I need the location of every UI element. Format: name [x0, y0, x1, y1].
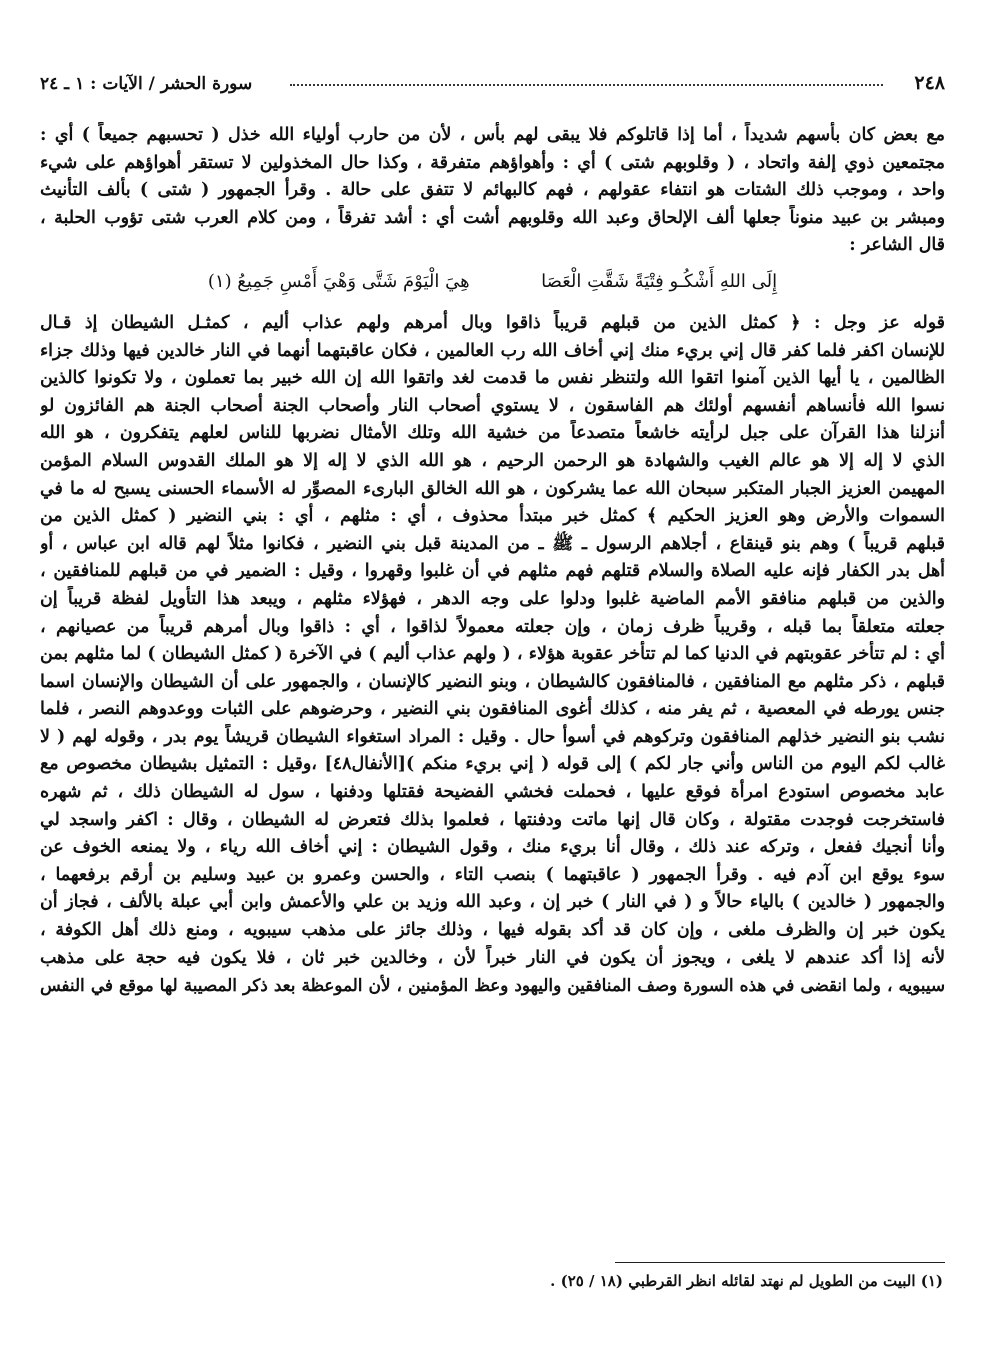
running-title: سورة الحشر / الآيات : ١ ـ ٢٤ [40, 74, 253, 94]
text-line: الذي لا إله إلا هو عالم الغيب والشهادة هو الرحمن الرحيم ، هو الله الذي لا إله إلا هو الملك القدوس السلام المؤمن [40, 450, 945, 471]
footnote: (١) البيت من الطويل لم نهتد لقائله انظر القرطبي (١٨ / ٢٥) . [550, 1272, 943, 1290]
text-line: جعلته متعلقاً بما قبله ، وقريباً ظرف زمان ، وإن جعلته معمولاً لذاقوا ، أي : ذاقوا وبال أمرهم قريباً من عصيانهم ، [40, 616, 945, 637]
text-line: أي : لم تتأخر عقوبتهم في الدنيا كما لم تتأخر عقوبة هؤلاء ، ( ولهم عذاب أليم ) في الآخرة ( كمثل الشيطان ) لما مثلهم بمن [40, 644, 945, 665]
text-line: سيبويه ، ولما انقضى في هذه السورة وصف المنافقين واليهود وعظ المؤمنين ، لأن الموعظة بعد ذكر المصيبة لها موقع في النفس [40, 975, 945, 996]
text-line: نشب بنو النضير خذلهم المنافقون وتركوهم في أسوأ حال . وقيل : المراد استغواء الشيطان قريشاً يوم بدر ، وقوله لهم ( لا [40, 726, 945, 747]
text-line: السموات والأرض وهو العزيز الحكيم ﴾ كمثل خبر مبتدأ محذوف ، أي : مثلهم ، أي : بني النضير ( كمثل الذين من [40, 506, 945, 527]
text-line: مع بعض كان بأسهم شديداً ، أما إذا قاتلوكم فلا يبقى لهم بأس ، لأن من حارب أولياء الله خذل ( تحسبهم جميعاً ) أي : [40, 125, 945, 145]
verse-second-hemistich: هِيَ الْيَوْمَ شَتَّى وَهْيَ أَمْسِ جَمِيعُ (١) [207, 270, 470, 292]
text-line: أهل بدر الكفار فإنه عليه الصلاة والسلام قتلهم فهم مثلهم في أن غلبوا وقهروا ، وقيل : الضمير في من قبلهم للمنافقين ، [40, 561, 945, 582]
header-dotted-leader [290, 84, 883, 86]
verse-first-hemistich: إِلَى اللهِ أَشْكُـو فِتْيَةً شَقَّتِ الْعَصَا [541, 270, 778, 292]
text-line: نسوا الله فأنساهم أنفسهم أولئك هم الفاسقون ، لا يستوي أصحاب النار وأصحاب الجنة أصحاب الجنة هم الفائزون لو [40, 395, 945, 416]
poetry-verse [40, 260, 945, 304]
text-line: والذين من قبلهم منافقو الأمم الماضية غلبوا ودلوا على وجه الدهر ، فهؤلاء مثلهم ، ويبعد هذا التأويل لفظة قريباً إن [40, 588, 945, 609]
text-line: ومبشر بن عبيد منوناً جعلها ألف الإلحاق وعبد الله وقلوبهم أشت أي : أشد تفرقاً ، ومن كلام العرب شتى تؤوب الحلبة ، [40, 207, 945, 228]
text-line: قبلهم ، ذكر مثلهم مع المنافقين ، فالمنافقون كالشيطان ، وبنو النضير كالإنسان ، والجمهور على أن الشيطان والإنسان اسما [40, 671, 945, 692]
text-line: جنس يورطه في المعصية ، ثم يفر منه ، كذلك أغوى المنافقون بني النضير ، وحرضوهم على الثبات ووعدوهم النصر ، فلما [40, 699, 945, 720]
page-header [40, 72, 945, 98]
text-line: الظالمين ، يا أيها الذين آمنوا اتقوا الله ولتنظر نفس ما قدمت لغد واتقوا الله إن الله خبير بما تعملون ، ولا تكونوا كالذين [40, 368, 945, 389]
text-line: غالب لكم اليوم من الناس وأني جار لكم ) إلى قوله ( إني بريء منكم )[الأنفال٤٨] ،وقيل : التمثيل بشيطان مخصوص مع [40, 754, 945, 775]
text-line: سوء يوقع ابن آدم فيه . وقرأ الجمهور ( عاقبتهما ) بنصب التاء ، والحسن وعمرو بن عبيد وسليم بن أرقم برفعهما ، [40, 864, 945, 885]
text-line: والجمهور ( خالدين ) بالياء حالاً و ( في النار ) خبر إن ، وعبد الله وزيد بن علي والأعمش وابن أبي عبلة بالألف ، فجاز أن [40, 892, 945, 913]
text-line: للإنسان اكفر فلما كفر قال إني بريء منك إني أخاف الله رب العالمين ، فكان عاقبتهما أنهما في النار خالدين فيها وذلك جزاء [40, 340, 945, 361]
text-line: أنزلنا هذا القرآن على جبل لرأيته خاشعاً متصدعاً من خشية الله وتلك الأمثال نضربها للناس لعلهم يتفكرون ، هو الله [40, 423, 945, 444]
text-line: فاستخرجت فوجدت مقتولة ، وكان قال إنها ماتت ودفنتها ، فعلموا بذلك فتعرض له الشيطان ، وقال : اكفر واسجد لي [40, 809, 945, 830]
text-line: وأنا أنجيك ففعل ، وتركه عند ذلك ، وقال أنا بريء منك ، وقول الشيطان : إني أخاف الله رياء ، ولا يمنعه الخوف عن [40, 837, 945, 858]
text-line: واحد ، وموجب ذلك الشتات هو انتفاء عقولهم ، فهم كالبهائم لا تتفق على حالة . وقرأ الجمهور ( شتى ) بألف التأنيث [40, 180, 945, 201]
text-line: قال الشاعر : [849, 235, 945, 256]
text-line: المهيمن العزيز الجبار المتكبر سبحان الله عما يشركون ، هو الله الخالق البارىء المصوِّر له الأسماء الحسنى يسبح له ما في [40, 478, 945, 499]
page-number: ٢٤٨ [914, 72, 945, 94]
text-line: قبلهم قريباً ) وهم بنو قينقاع ، أجلاهم الرسول ـ ﷺ ـ من المدينة قبل بني النضير ، فكانوا مثلاً لهم قاله ابن عباس ، أو [40, 533, 945, 554]
text-line: عابد مخصوص استودع امرأة فوقع عليها ، فحملت فخشي الفضيحة فقتلها ودفنها ، سول له الشيطان ذلك ، ثم شهره [40, 782, 945, 803]
text-line: لأنه إذا أكد عندهم لا يلغى ، ويجوز أن يكون في النار خبراً لأن ، وخالدين خبر ثان ، فلا يكون فيه حجة على مذهب [40, 947, 945, 968]
text-line: يكون خبر إن والظرف ملغى ، وإن كان قد أكد بقوله فيها ، وذلك جائز على مذهب سيبويه ، ومنع ذلك أهل الكوفة ، [40, 920, 945, 941]
text-line: قوله عز وجل : ﴿ كمثل الذين من قبلهم قريباً ذاقوا وبال أمرهم ولهم عذاب أليم ، كمثـل الشيطان إذ قـال [40, 312, 945, 333]
text-line: مجتمعين ذوي إلفة واتحاد ، ( وقلوبهم شتى ) أي : وأهواؤهم متفرقة ، وكذا حال المخذولين لا تستقر أهواؤهم على شيء [40, 152, 945, 173]
main-text [40, 122, 945, 1000]
footnote-divider [615, 1262, 945, 1263]
